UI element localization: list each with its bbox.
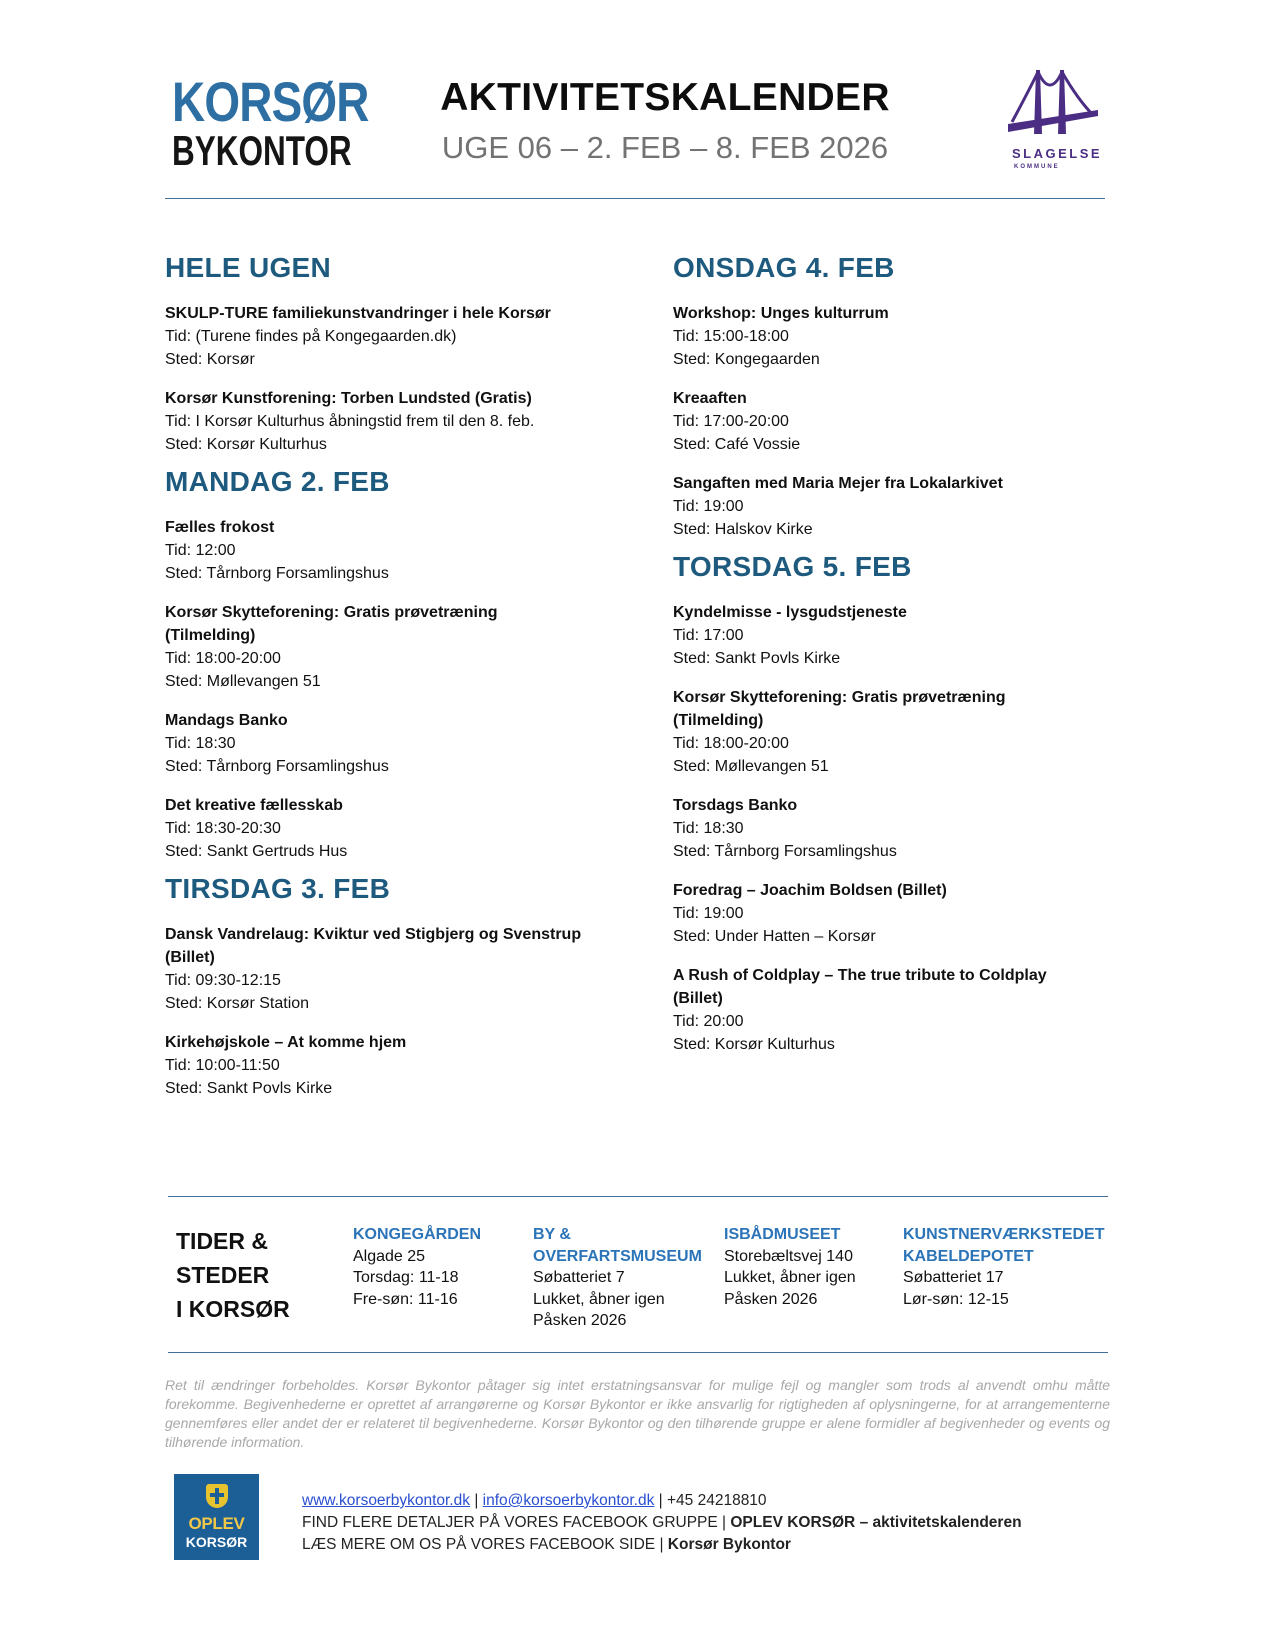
event: [165, 794, 625, 863]
facebook-page-name: Korsør Bykontor: [667, 1536, 791, 1553]
event: [673, 387, 1133, 456]
slagelse-kommune-logo: [1008, 66, 1108, 176]
day-heading: MANDAG 2. FEB: [165, 466, 390, 497]
email-link[interactable]: info@korsoerbykontor.dk: [482, 1492, 655, 1509]
event-title: Torsdags Banko: [673, 797, 798, 814]
event-time: Tid: 18:30-20:30: [165, 820, 281, 837]
event-title: Korsør Kunstforening: Torben Lundsted (Gratis): [165, 390, 532, 407]
event-place: Sted: Tårnborg Forsamlingshus: [673, 843, 897, 860]
places-top-divider: [168, 1196, 1108, 1197]
facebook-group-suffix: – aktivitetskalenderen: [859, 1514, 1022, 1531]
slagelse-sub: KOMMUNE: [1014, 164, 1060, 170]
facebook-group-name: OPLEV KORSØR: [730, 1514, 856, 1531]
places-heading-line: TIDER &: [176, 1228, 268, 1254]
event-place: Sted: Tårnborg Forsamlingshus: [165, 565, 389, 582]
facebook-group-prefix: FIND FLERE DETALJER PÅ VORES FACEBOOK GRUPPE |: [302, 1514, 727, 1531]
event: [673, 686, 1133, 778]
place-name: KUNSTNERVÆRKSTEDET KABELDEPOTET: [903, 1226, 1105, 1265]
place-line: Algade 25: [353, 1247, 426, 1265]
shield-icon: [206, 1484, 228, 1508]
event: [673, 302, 1133, 371]
contact-info: [302, 1490, 1022, 1556]
event-time: Tid: 12:00: [165, 542, 236, 559]
event: [165, 923, 625, 1015]
contact-line-3: [302, 1534, 1022, 1556]
day-heading: TORSDAG 5. FEB: [673, 551, 912, 582]
place-kabeldepotet: [903, 1224, 1108, 1310]
event-time: Tid: 20:00: [673, 1013, 744, 1030]
phone-number: | +45 24218810: [658, 1492, 767, 1509]
places-bottom-divider: [168, 1352, 1108, 1353]
event-title: Foredrag – Joachim Boldsen (Billet): [673, 882, 947, 899]
places-heading-line: I KORSØR: [176, 1296, 290, 1322]
place-line: Lukket, åbner igen: [724, 1269, 856, 1286]
places-heading: [176, 1224, 326, 1326]
website-link[interactable]: www.korsoerbykontor.dk: [302, 1492, 470, 1509]
event-title: Kyndelmisse - lysgudstjeneste: [673, 604, 907, 621]
slagelse-name: SLAGELSE: [1012, 146, 1103, 161]
oplev-logo-line-2: KORSØR: [185, 1534, 248, 1550]
event: [165, 601, 625, 693]
event-place: Sted: Under Hatten – Korsør: [673, 928, 876, 945]
event-place: Sted: Sankt Povls Kirke: [673, 650, 841, 667]
event-title: Dansk Vandrelaug: Kviktur ved Stigbjerg og Svenstrup (Billet): [165, 926, 582, 966]
event-time: Tid: 19:00: [673, 498, 744, 515]
event: [165, 387, 625, 456]
event-title: A Rush of Coldplay – The true tribute to Coldplay (Billet): [673, 967, 1047, 1007]
contact-line-2: [302, 1512, 1022, 1534]
event: [673, 964, 1133, 1056]
event-time: Tid: 18:30: [673, 820, 744, 837]
logo-line-2: BYKONTOR: [172, 127, 352, 174]
event-title: Mandags Banko: [165, 712, 288, 729]
event-time: Tid: 10:00-11:50: [165, 1057, 280, 1074]
event: [165, 302, 625, 371]
left-column: [165, 252, 625, 1116]
event-place: Sted: Halskov Kirke: [673, 521, 813, 538]
event-title: Fælles frokost: [165, 519, 275, 536]
place-line: Lukket, åbner igen: [533, 1290, 665, 1308]
event-time: Tid: 18:00-20:00: [673, 735, 789, 752]
section-tirsdag: [165, 873, 625, 1100]
day-heading: ONSDAG 4. FEB: [673, 252, 895, 283]
event-title: SKULP-TURE familiekunstvandringer i hele Korsør: [165, 305, 551, 322]
event: [673, 879, 1133, 948]
place-isbaadmuseet: [724, 1224, 894, 1310]
event-title: Kreaaften: [673, 390, 747, 407]
event: [165, 516, 625, 585]
place-line: Torsdag: 11-18: [353, 1269, 459, 1286]
event: [673, 794, 1133, 863]
event-time: Tid: 17:00: [673, 627, 744, 644]
oplev-korsor-logo: [174, 1474, 259, 1560]
event-place: Sted: Sankt Gertruds Hus: [165, 843, 348, 860]
place-line: Søbatteriet 7: [533, 1269, 625, 1286]
section-mandag: [165, 466, 625, 863]
event: [673, 601, 1133, 670]
event-place: Sted: Korsør Station: [165, 995, 310, 1012]
page-subtitle: UGE 06 – 2. FEB – 8. FEB 2026: [441, 130, 889, 165]
event-time: Tid: 15:00-18:00: [673, 328, 789, 345]
event: [673, 472, 1133, 541]
facebook-page-prefix: LÆS MERE OM OS PÅ VORES FACEBOOK SIDE |: [302, 1536, 664, 1553]
day-heading: TIRSDAG 3. FEB: [165, 873, 391, 904]
place-line: Fre-søn: 11-16: [353, 1290, 458, 1308]
event-title: Workshop: Unges kulturrum: [673, 305, 889, 322]
event-time: Tid: 09:30-12:15: [165, 972, 281, 989]
separator: |: [474, 1492, 479, 1509]
event-place: Sted: Korsør Kulturhus: [673, 1036, 835, 1053]
place-name: KONGEGÅRDEN: [353, 1226, 482, 1243]
event-place: Sted: Møllevangen 51: [673, 758, 829, 775]
event-time: Tid: 18:30: [165, 735, 236, 752]
event-title: Det kreative fællesskab: [165, 797, 343, 814]
korsor-bykontor-logo: [172, 70, 369, 174]
bridge-icon: [1008, 66, 1098, 138]
disclaimer-text: Ret til ændringer forbeholdes. Korsør Bykontor påtager sig intet erstatningsansvar for mulige fejl og mangler som trods al anvendt omhu måtte forekomme. Begivenhederne er oprettet af arrangørerne og Korsør Bykontor er ikke ansvarlig for rigtigheden af oplysningerne, for at arrangementerne gennemføres eller andet der er relateret til begivenhederne. Korsør Bykontor og den tilhørende gruppe er alene formidler af begivenheder og events og tilhørende information.: [165, 1377, 1110, 1450]
event-place: Sted: Korsør Kulturhus: [165, 436, 327, 453]
section-hele-ugen: [165, 252, 625, 456]
section-torsdag: [673, 551, 1133, 1056]
page-title: AKTIVITETSKALENDER: [440, 76, 890, 119]
contact-line-1: [302, 1490, 1022, 1512]
place-line: Lør-søn: 12-15: [903, 1290, 1009, 1308]
event-place: Sted: Tårnborg Forsamlingshus: [165, 758, 389, 775]
logo-line-1: KORSØR: [172, 70, 369, 133]
event-time: Tid: (Turene findes på Kongegaarden.dk): [165, 328, 457, 345]
day-heading: HELE UGEN: [165, 252, 332, 283]
event-place: Sted: Møllevangen 51: [165, 673, 321, 690]
event-title: Korsør Skytteforening: Gratis prøvetræning (Tilmelding): [165, 604, 498, 644]
event-place: Sted: Sankt Povls Kirke: [165, 1080, 333, 1097]
header-divider: [165, 198, 1105, 199]
event-place: Sted: Kongegaarden: [673, 351, 820, 368]
place-kongegaarden: [353, 1224, 523, 1310]
event-time: Tid: 17:00-20:00: [673, 413, 789, 430]
right-column: [673, 252, 1133, 1072]
place-line: Påsken 2026: [724, 1290, 818, 1308]
event-time: Tid: 18:00-20:00: [165, 650, 281, 667]
place-name: ISBÅDMUSEET: [724, 1226, 841, 1243]
event-title: Korsør Skytteforening: Gratis prøvetræning (Tilmelding): [673, 689, 1006, 729]
event-time: Tid: 19:00: [673, 905, 744, 922]
opening-hours-box: [176, 1220, 1106, 1340]
event-title: Sangaften med Maria Mejer fra Lokalarkivet: [673, 475, 1003, 492]
event: [165, 1031, 625, 1100]
place-line: Påsken 2026: [533, 1312, 627, 1329]
event-place: Sted: Korsør: [165, 351, 255, 368]
place-name: BY & OVERFARTSMUSEUM: [533, 1226, 702, 1265]
places-heading-line: STEDER: [176, 1262, 270, 1288]
place-overfartsmuseum: [533, 1224, 713, 1332]
event: [165, 709, 625, 778]
place-line: Søbatteriet 17: [903, 1269, 1004, 1286]
section-onsdag: [673, 252, 1133, 541]
event-time: Tid: I Korsør Kulturhus åbningstid frem til den 8. feb.: [165, 413, 535, 430]
event-title: Kirkehøjskole – At komme hjem: [165, 1034, 407, 1051]
oplev-logo-line-1: OPLEV: [188, 1514, 245, 1533]
place-line: Storebæltsvej 140: [724, 1247, 853, 1265]
event-place: Sted: Café Vossie: [673, 436, 801, 453]
